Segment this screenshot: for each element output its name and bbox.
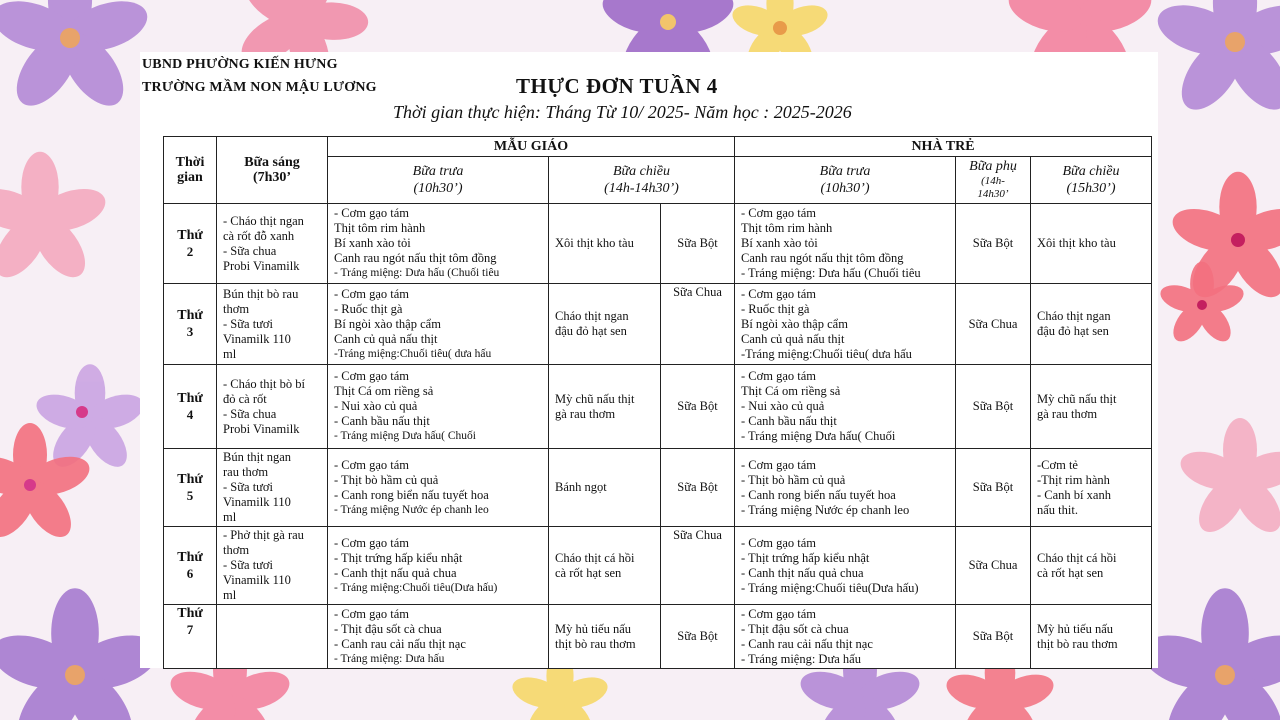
nt-afternoon-line: Mỳ chũ nấu thịt <box>1037 391 1117 406</box>
breakfast-cell <box>217 365 328 449</box>
nt-lunch-line: Bí ngòi xào thập cẩm <box>741 316 848 331</box>
header-time: Thời gian <box>164 137 217 204</box>
nt-snack-cell: Sữa Bột <box>956 365 1031 449</box>
nt-snack-cell: Sữa Chua <box>956 527 1031 605</box>
breakfast-line: đỏ cà rốt <box>223 391 267 406</box>
nt-afternoon-line: thịt bò rau thơm <box>1037 636 1118 651</box>
mg-lunch-line: Canh củ quả nấu thịt <box>334 331 438 346</box>
nt-lunch-cell <box>735 204 956 284</box>
mg-lunch-line: - Canh bầu nấu thịt <box>334 414 430 428</box>
nt-lunch-line: - Tráng miệng: Dưa hấu (Chuối tiêu <box>741 266 921 280</box>
mg-afternoon-milk-cell: Sữa Bột <box>661 449 735 527</box>
nt-snack-cell: Sữa Bột <box>956 204 1031 284</box>
mg-lunch-line: Canh rau ngót nấu thịt tôm đồng <box>334 251 497 265</box>
mg-afternoon-food-line: Cháo thịt cá hồi <box>555 550 635 565</box>
nt-afternoon-line: Cháo thịt ngan <box>1037 309 1111 323</box>
menu-row-day-5 <box>164 449 1152 527</box>
nt-lunch-line: - Cơm gạo tám <box>741 535 816 550</box>
breakfast-line: - Phở thịt gà rau <box>223 528 304 542</box>
nt-lunch-cell <box>735 605 956 669</box>
nt-lunch-line: - Ruốc thịt gà <box>741 301 810 316</box>
mg-lunch-cell <box>328 605 549 669</box>
nt-lunch-line: - Tráng miệng: Dưa hấu <box>741 651 861 666</box>
mg-lunch-line: - Cơm gạo tám <box>334 286 409 301</box>
nt-afternoon-cell <box>1031 527 1152 605</box>
mg-afternoon-food-cell <box>549 449 661 527</box>
mg-afternoon-milk-cell: Sữa Bột <box>661 204 735 284</box>
mg-lunch-line: - Cơm gạo tám <box>334 369 409 383</box>
nt-lunch-line: Thịt tôm rim hành <box>741 221 833 235</box>
nt-afternoon-line: Cháo thịt cá hồi <box>1037 550 1117 565</box>
nt-afternoon-line: cà rốt hạt sen <box>1037 565 1104 580</box>
mg-lunch-line: - Canh rong biển nấu tuyết hoa <box>334 487 489 502</box>
breakfast-line: ml <box>223 588 237 602</box>
nt-lunch-line: - Thịt đậu sốt cà chua <box>741 621 849 636</box>
mg-lunch-line: - Tráng miệng Dưa hấu( Chuối <box>334 430 476 442</box>
breakfast-line: Bún thịt bò rau <box>223 286 299 301</box>
nt-lunch-line: -Tráng miệng:Chuối tiêu( dưa hấu <box>741 346 912 361</box>
nt-snack-cell: Sữa Bột <box>956 605 1031 669</box>
mg-lunch-cell <box>328 449 549 527</box>
breakfast-line: ml <box>223 346 237 361</box>
breakfast-line: cà rốt đỗ xanh <box>223 228 295 243</box>
nt-lunch-line: Canh rau ngót nấu thịt tôm đồng <box>741 251 904 265</box>
breakfast-line: - Cháo thịt bò bí <box>223 376 305 391</box>
breakfast-line: Probi Vinamilk <box>223 258 300 273</box>
nt-afternoon-line: đậu đỏ hạt sen <box>1037 324 1109 338</box>
mg-lunch-cell <box>328 365 549 449</box>
breakfast-line: Vinamilk 110 <box>223 331 291 346</box>
nt-snack-cell: Sữa Bột <box>956 449 1031 527</box>
breakfast-line: thơm <box>223 301 250 316</box>
mg-lunch-line: - Canh thịt nấu quả chua <box>334 565 457 580</box>
mg-lunch-line: - Tráng miệng:Chuối tiêu(Dưa hấu) <box>334 581 498 594</box>
nt-afternoon-cell <box>1031 204 1152 284</box>
header-nt-lunch: Bữa trưa (10h30’) <box>735 157 956 204</box>
mg-lunch-line: - Cơm gạo tám <box>334 535 409 550</box>
nt-afternoon-cell <box>1031 449 1152 527</box>
breakfast-line: Probi Vinamilk <box>223 421 300 436</box>
mg-afternoon-milk-cell: Sữa Chua <box>661 527 735 605</box>
mg-lunch-line: Thịt Cá om riềng sả <box>334 384 434 398</box>
nt-afternoon-cell <box>1031 605 1152 669</box>
mg-lunch-line: - Cơm gạo tám <box>334 606 409 621</box>
mg-afternoon-milk-cell: Sữa Bột <box>661 605 735 669</box>
nt-lunch-line: Canh củ quả nấu thịt <box>741 331 845 346</box>
header-nt-afternoon: Bữa chiều (15h30’) <box>1031 157 1152 204</box>
day-label: Thứ 5 <box>164 449 217 527</box>
nt-snack-cell: Sữa Chua <box>956 284 1031 365</box>
mg-lunch-line: Bí xanh xào tỏi <box>334 236 411 250</box>
breakfast-line: - Cháo thịt ngan <box>223 213 304 228</box>
mg-lunch-line: - Ruốc thịt gà <box>334 301 403 316</box>
nt-afternoon-cell <box>1031 365 1152 449</box>
mg-afternoon-milk-cell: Sữa Chua <box>661 284 735 365</box>
breakfast-cell <box>217 449 328 527</box>
mg-lunch-line: - Tráng miệng: Dưa hấu <box>334 652 445 665</box>
breakfast-cell <box>217 605 328 669</box>
mg-afternoon-food-cell <box>549 284 661 365</box>
header-group-nha-tre: NHÀ TRẺ <box>735 137 1152 157</box>
mg-lunch-line: - Tráng miệng: Dưa hấu (Chuối tiêu <box>334 267 500 279</box>
nt-lunch-cell <box>735 449 956 527</box>
header-nt-snack: Bữa phụ (14h- 14h30’ <box>956 157 1031 204</box>
mg-lunch-line: - Nui xào củ quả <box>334 399 418 413</box>
nt-lunch-line: - Thịt bò hầm củ quả <box>741 472 846 487</box>
mg-lunch-line: - Thịt bò hầm củ quả <box>334 472 439 487</box>
day-label: Thứ 4 <box>164 365 217 449</box>
nt-lunch-cell <box>735 284 956 365</box>
mg-afternoon-food-line: gà rau thơm <box>555 406 616 421</box>
mg-lunch-cell <box>328 204 549 284</box>
nt-lunch-line: - Tráng miệng:Chuối tiêu(Dưa hấu) <box>741 580 919 595</box>
mg-lunch-line: - Thịt trứng hấp kiểu nhật <box>334 550 463 565</box>
page-title: THỰC ĐƠN TUẦN 4 <box>516 74 718 98</box>
header-group-mau-giao: MẪU GIÁO <box>328 137 735 157</box>
breakfast-line: - Sữa tươi <box>223 480 274 494</box>
nt-afternoon-line: - Canh bí xanh <box>1037 487 1111 502</box>
menu-row-day-2 <box>164 204 1152 284</box>
nt-afternoon-line: Xôi thịt kho tàu <box>1037 236 1116 250</box>
menu-row-day-7 <box>164 605 1152 669</box>
nt-lunch-line: - Tráng miệng Nước ép chanh leo <box>741 502 910 517</box>
breakfast-line: Bún thịt ngan <box>223 450 292 464</box>
mg-afternoon-food-cell <box>549 204 661 284</box>
nt-lunch-line: - Canh thịt nấu quả chua <box>741 565 864 580</box>
nt-lunch-line: - Cơm gạo tám <box>741 457 816 472</box>
breakfast-line: - Sữa tươi <box>223 316 274 331</box>
header-mg-afternoon: Bữa chiều (14h-14h30’) <box>549 157 735 204</box>
nt-afternoon-line: -Cơm tẻ <box>1037 457 1078 472</box>
day-label: Thứ 3 <box>164 284 217 365</box>
mg-afternoon-food-line: thịt bò rau thơm <box>555 636 636 651</box>
mg-afternoon-food-line: đậu đỏ hạt sen <box>555 324 627 338</box>
page-subtitle: Thời gian thực hiện: Tháng Từ 10/ 2025- Năm học : 2025-2026 <box>393 102 852 122</box>
breakfast-line: Vinamilk 110 <box>223 573 291 587</box>
nt-lunch-line: Bí xanh xào tỏi <box>741 236 818 250</box>
nt-lunch-cell <box>735 527 956 605</box>
day-label: Thứ 6 <box>164 527 217 605</box>
mg-lunch-line: Bí ngòi xào thập cẩm <box>334 316 441 331</box>
mg-afternoon-food-line: Bánh ngọt <box>555 480 607 494</box>
mg-afternoon-food-cell <box>549 605 661 669</box>
breakfast-line: rau thơm <box>223 465 269 479</box>
breakfast-line: Vinamilk 110 <box>223 495 291 509</box>
mg-lunch-line: Thịt tôm rim hành <box>334 221 426 235</box>
mg-lunch-line: - Thịt đậu sốt cà chua <box>334 621 442 636</box>
mg-afternoon-food-cell <box>549 365 661 449</box>
mg-lunch-cell <box>328 284 549 365</box>
mg-afternoon-milk-cell: Sữa Bột <box>661 365 735 449</box>
nt-lunch-line: - Thịt trứng hấp kiểu nhật <box>741 550 870 565</box>
nt-afternoon-line: gà rau thơm <box>1037 406 1098 421</box>
nt-afternoon-line: nấu thit. <box>1037 502 1078 517</box>
nt-lunch-line: - Cơm gạo tám <box>741 286 816 301</box>
breakfast-cell <box>217 284 328 365</box>
breakfast-line: - Sữa chua <box>223 406 277 421</box>
nt-afternoon-line: Mỳ hủ tiếu nấu <box>1037 621 1114 636</box>
nt-lunch-line: - Canh rong biển nấu tuyết hoa <box>741 487 896 502</box>
nt-lunch-cell <box>735 365 956 449</box>
breakfast-line: - Sữa chua <box>223 243 277 258</box>
nt-afternoon-line: -Thịt rim hành <box>1037 472 1110 487</box>
mg-lunch-line: - Canh rau cải nấu thịt nạc <box>334 636 466 651</box>
menu-row-day-6 <box>164 527 1152 605</box>
mg-afternoon-food-line: Mỳ hủ tiếu nấu <box>555 621 632 636</box>
nt-lunch-line: - Cơm gạo tám <box>741 206 816 220</box>
mg-lunch-line: - Cơm gạo tám <box>334 457 409 472</box>
mg-lunch-cell <box>328 527 549 605</box>
breakfast-line: - Sữa tươi <box>223 558 274 572</box>
nt-lunch-line: - Canh rau cải nấu thịt nạc <box>741 636 873 651</box>
nt-lunch-line: - Canh bầu nấu thịt <box>741 414 837 428</box>
nt-lunch-line: Thịt Cá om riềng sả <box>741 384 841 398</box>
mg-lunch-line: - Cơm gạo tám <box>334 206 409 220</box>
day-label: Thứ 7 <box>164 605 217 669</box>
header-breakfast: Bữa sáng (7h30’ <box>217 137 328 204</box>
mg-afternoon-food-line: Mỳ chũ nấu thịt <box>555 391 635 406</box>
menu-row-day-4 <box>164 365 1152 449</box>
org-name-school: TRƯỜNG MẦM NON MẬU LƯƠNG <box>142 80 377 95</box>
breakfast-line: thơm <box>223 543 250 557</box>
nt-lunch-line: - Tráng miệng Dưa hấu( Chuối <box>741 429 896 443</box>
day-label: Thứ 2 <box>164 204 217 284</box>
mg-afternoon-food-line: Xôi thịt kho tàu <box>555 236 634 250</box>
mg-lunch-line: - Tráng miệng Nước ép chanh leo <box>334 503 489 516</box>
mg-afternoon-food-line: Cháo thịt ngan <box>555 309 629 323</box>
mg-afternoon-food-line: cà rốt hạt sen <box>555 565 622 580</box>
nt-lunch-line: - Cơm gạo tám <box>741 369 816 383</box>
header-mg-lunch: Bữa trưa (10h30’) <box>328 157 549 204</box>
nt-lunch-line: - Nui xào củ quả <box>741 399 825 413</box>
org-name-ward: UBND PHƯỜNG KIẾN HƯNG <box>142 57 338 72</box>
mg-lunch-line: -Tráng miệng:Chuối tiêu( dưa hấu <box>334 347 492 360</box>
mg-afternoon-food-cell <box>549 527 661 605</box>
breakfast-cell <box>217 204 328 284</box>
breakfast-cell <box>217 527 328 605</box>
breakfast-line: ml <box>223 510 237 524</box>
nt-afternoon-cell <box>1031 284 1152 365</box>
weekly-menu-table <box>163 136 1152 669</box>
menu-row-day-3 <box>164 284 1152 365</box>
nt-lunch-line: - Cơm gạo tám <box>741 606 816 621</box>
